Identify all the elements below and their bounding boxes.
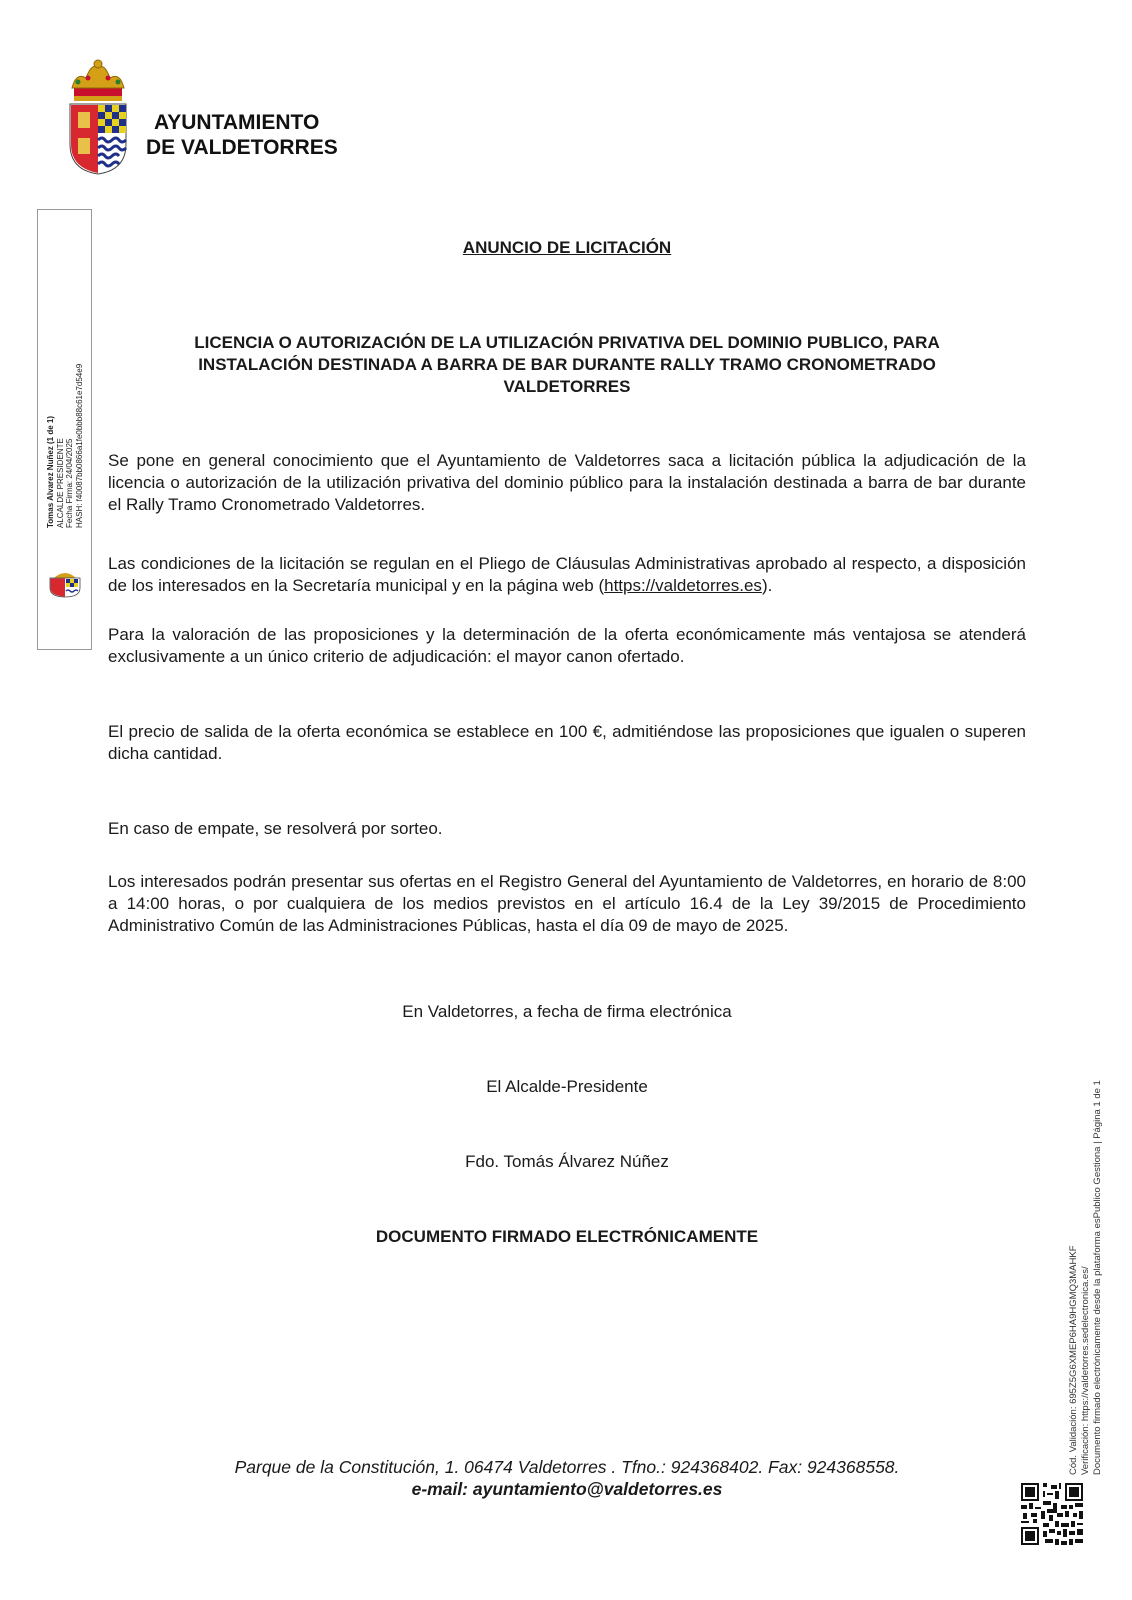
conditions-text-end: ). [761, 576, 773, 595]
stamp-role: ALCALDE PRESIDENTE [55, 438, 64, 528]
signer-role: El Alcalde-Presidente [486, 1077, 648, 1096]
document-body [108, 230, 1026, 1248]
signer-name: Fdo. Tomás Álvarez Núñez [465, 1152, 669, 1171]
paragraph-tie: En caso de empate, se resolverá por sorteo. [108, 819, 443, 838]
header [66, 58, 386, 178]
paragraph-criteria: Para la valoración de las proposiciones y la determinación de la oferta económicamente más ventajosa se atenderá exclusivamente a un único criterio de adjudicación: el mayor canon ofertado. [108, 625, 1026, 666]
signature-stamp-text [46, 328, 84, 528]
paragraph-announcement: Se pone en general conocimiento que el Ayuntamiento de Valdetorres saca a licitación pública la adjudicación de la licencia o autorización de la utilización privativa del dominio público para la instalación destinada a barra de bar durante el Rally Tramo Cronometrado Valdetorres. [108, 451, 1026, 514]
stamp-signer: Tomas Alvarez Nuñez (1 de 1) [45, 415, 55, 528]
paragraph-conditions [108, 553, 1026, 597]
footer-email: e-mail: ayuntamiento@valdetorres.es [411, 1479, 723, 1499]
org-name-line2: DE VALDETORRES [146, 136, 338, 159]
qr-code-icon [1019, 1481, 1085, 1547]
verification-url: Verificación: https://valdetorres.sedelectronica.es/ [1080, 1266, 1091, 1475]
stamp-hash: HASH: f40087bb0866a1fe0bbb88c61e7d54e9 [74, 363, 83, 528]
paragraph-price: El precio de salida de la oferta económica se establece en 100 €, admitiéndose las proposiciones que igualen o superen dicha cantidad. [108, 722, 1026, 763]
verification-code: Cód. Validación: 695Z5G6XMEP6HA9HGMQ3MAHKF [1068, 1245, 1079, 1475]
mini-coat-of-arms-icon [46, 570, 84, 598]
org-name-line1: AYUNTAMIENTO [154, 111, 320, 134]
coat-of-arms-icon [66, 58, 130, 176]
signed-notice: DOCUMENTO FIRMADO ELECTRÓNICAMENTE [375, 1227, 759, 1246]
footer-address: Parque de la Constitución, 1. 06474 Valdetorres . Tfno.: 924368402. Fax: 924368558. [234, 1457, 900, 1477]
place-date: En Valdetorres, a fecha de firma electrónica [402, 1002, 732, 1021]
website-link[interactable]: https://valdetorres.es [604, 576, 762, 595]
document-subject: LICENCIA O AUTORIZACIÓN DE LA UTILIZACIÓN PRIVATIVA DEL DOMINIO PUBLICO, PARA INSTALACIÓN DESTINADA A BARRA DE BAR DURANTE RALLY TRAMO CRONOMETRADO VALDETORRES [194, 333, 940, 396]
signature-stamp [37, 209, 92, 650]
stamp-date: Fecha Firma: 24/04/2025 [64, 438, 74, 528]
footer [108, 1456, 1026, 1500]
paragraph-submission: Los interesados podrán presentar sus ofertas en el Registro General del Ayuntamiento de Valdetorres, en horario de 8:00 a 14:00 horas, o por cualquiera de los medios previstos en el artículo 16.4 de la Ley 39/2015 de Procedimiento Administrativo Común de las Administraciones Públicas, hasta el día 09 de mayo de 2025. [108, 872, 1026, 935]
verification-text [1068, 995, 1104, 1475]
document-title: ANUNCIO DE LICITACIÓN [462, 238, 672, 257]
organization-name [146, 110, 338, 160]
verification-note: Documento firmado electrónicamente desde la plataforma esPublico Gestiona | Página 1 de 1 [1092, 1080, 1103, 1475]
conditions-text: Las condiciones de la licitación se regulan en el Pliego de Cláusulas Administrativas aprobado al respecto, a disposición de los interesados en la Secretaría municipal y en la página web ( [108, 554, 1026, 595]
